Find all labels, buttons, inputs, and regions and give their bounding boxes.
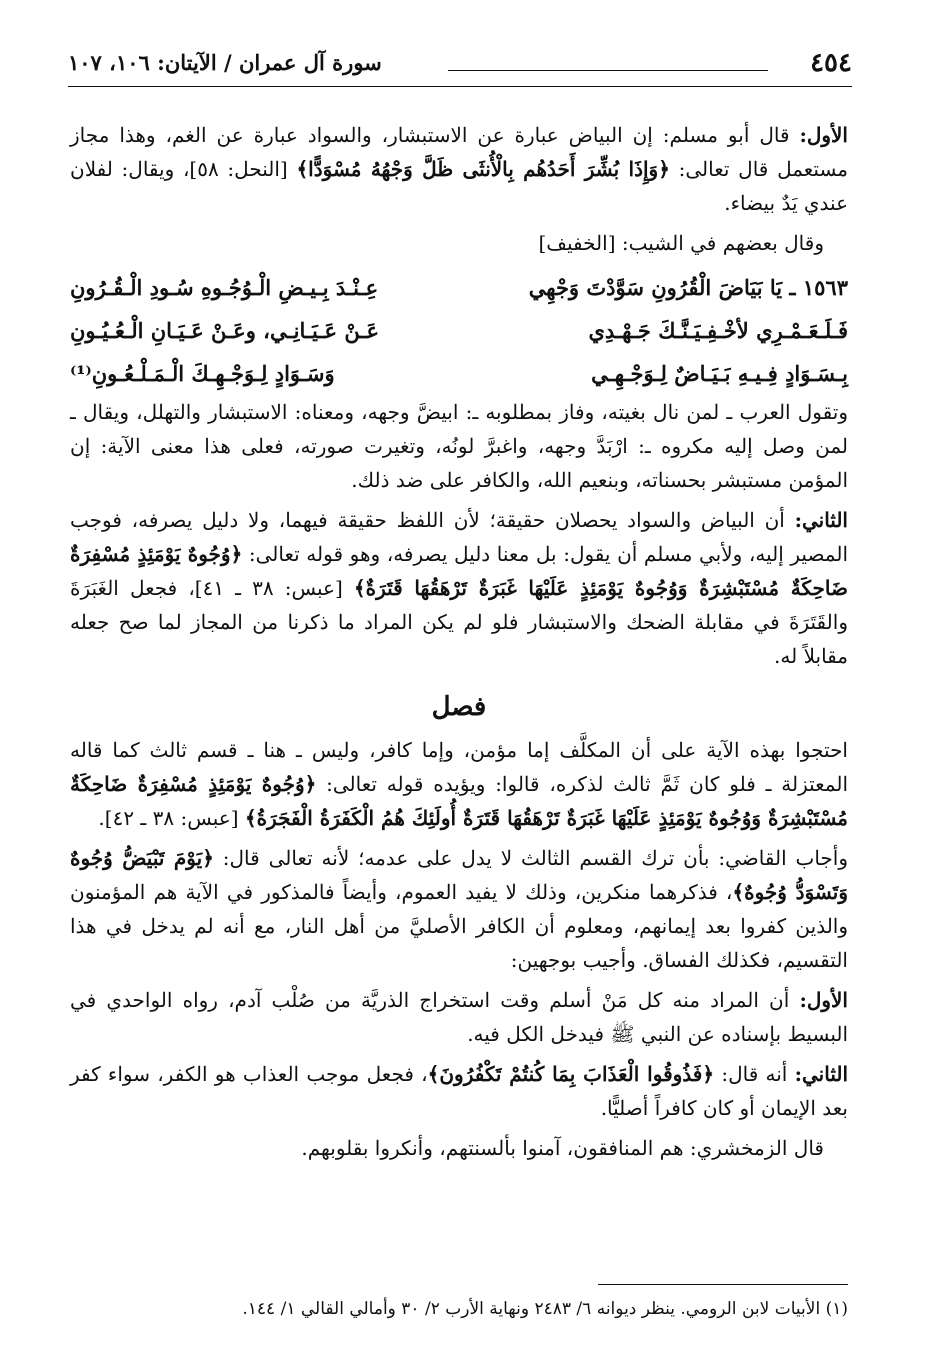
quran-quote: ﴿وَإِذَا بُشِّرَ أَحَدُهُم بِالْأُنثَى ظَلَّ وَجْهُهُ مُسْوَدًّا﴾: [296, 157, 670, 181]
paragraph-second-opinion: [70, 503, 848, 673]
poem-hemistich-second: عَـنْ عَـيَـانِـي، وعَـنْ عَـيَـانِ الْـعُـيُـونِ: [70, 318, 379, 343]
poem-intro: وقال بعضهم في الشيب: [الخفيف]: [538, 231, 824, 255]
poem-verse: [70, 352, 848, 395]
paragraph-text: ، فذكرهما منكرين، وذلك لا يفيد العموم، وأيضاً فالمذكور في الآية هم المؤمنون والذين كفروا بعد إيمانهم، ومعلوم أن الكافر الأصليَّ من أهل النار، مع أنه لم يدخل في هذا التقسيم، فكذلك الفساق. وأجيب بوجهين:: [70, 880, 848, 972]
poem-hemistich-second: وَسَـوَادٍ لِـوَجْـهِـكَ الْـمَـلْـعُـونِ⁽¹⁾: [70, 361, 335, 386]
quran-quote: ﴿فَذُوقُوا الْعَذَابَ بِمَا كُنتُمْ تَكْفُرُونَ﴾: [427, 1062, 715, 1086]
poem-verse: [70, 266, 848, 309]
paragraph-argument: [70, 733, 848, 835]
verse-reference: [عبس: ٣٨ ـ ٤١]، فجعل الغَبَرَةَ والقَتَرَةَ في مقابلة الضحك والاستبشار فلو لم يكن المراد ما ذكرنا من المجاز لما صح جعله مقابلاً له.: [70, 576, 848, 668]
paragraph-text: أن المراد منه كل مَنْ أسلم وقت استخراج الذريَّة من صُلْب آدم، رواه الواحدي في البسيط بإسناده عن النبي ﷺ فيدخل الكل فيه.: [70, 988, 848, 1046]
paragraph-first-answer: [70, 983, 848, 1051]
paragraph-text: احتجوا بهذه الآية على أن المكلَّف إما مؤمن، وإما كافر، وليس ـ هنا ـ قسم ثالث كما قاله المعتزلة ـ فلو كان ثَمَّ ثالث لذكره، قالوا: ويؤيده قوله تعالى:: [70, 738, 849, 796]
running-title: سورة آل عمران / الآيتان: ١٠٦، ١٠٧: [68, 50, 382, 75]
quran-quote: ﴿وُجُوهٌ يَوْمَئِذٍ مُسْفِرَةٌ ضَاحِكَةٌ مُسْتَبْشِرَةٌ وَوُجُوهٌ يَوْمَئِذٍ عَلَيْهَا غَبَرَةٌ تَرْهَقُهَا قَتَرَةٌ﴾: [70, 542, 848, 600]
poem-hemistich-first: بِـسَـوَادٍ فِـيـهِ بَـيَـاضٌ لِـوَجْـهِـي: [591, 361, 848, 386]
poem: [70, 266, 848, 395]
quran-quote: ﴿وُجُوهٌ يَوْمَئِذٍ مُسْفِرَةٌ ضَاحِكَةٌ مُسْتَبْشِرَةٌ وَوُجُوهٌ يَوْمَئِذٍ عَلَيْهَا غَبَرَةٌ تَرْهَقُهَا قَتَرَةٌ أُولَئِكَ هُمُ الْكَفَرَةُ الْفَجَرَةُ﴾: [70, 772, 848, 830]
paragraph-label: الأول:: [799, 123, 848, 147]
paragraph-text: ، فجعل موجب العذاب هو الكفر، سواء كفر بعد الإيمان أو كان كافراً أصليًّا.: [70, 1062, 848, 1120]
quran-quote: ﴿يَوْمَ تَبْيَضُّ وُجُوهٌ وَتَسْوَدُّ وُجُوهٌ﴾: [70, 846, 848, 904]
paragraph-zamakhshari: قال الزمخشري: هم المنافقون، آمنوا بألسنتهم، وأنكروا بقلوبهم.: [301, 1136, 824, 1160]
header-divider: [68, 86, 852, 87]
header-rule: [448, 70, 768, 71]
poem-verse: [70, 309, 848, 352]
paragraph-label: الثاني:: [794, 508, 848, 532]
paragraph-first-opinion: [70, 118, 848, 220]
paragraph-second-answer: [70, 1057, 848, 1125]
paragraph-label: الثاني:: [794, 1062, 849, 1086]
paragraph-qadi-response: [70, 841, 848, 977]
verse-reference: [النحل: ٥٨]، ويقال: لفلان عندي يَدٌ بيضاء.: [70, 157, 848, 215]
verse-reference: [عبس: ٣٨ ـ ٤٢].: [98, 806, 245, 830]
page-header: [68, 42, 852, 80]
main-text: [70, 118, 848, 1165]
paragraph-text: أن البياض والسواد يحصلان حقيقة؛ لأن اللفظ حقيقة فيهما، ولا دليل يصرفه، فوجب المصير إليه، ولأبي مسلم أن يقول: بل معنا دليل يصرفه، وهو قوله تعالى:: [70, 508, 849, 566]
paragraph-arab-usage: وتقول العرب ـ لمن نال بغيته، وفاز بمطلوبه ـ: ابيضَّ وجهه، ومعناه: الاستبشار والتهلل، ويقال ـ لمن وصل إليه مكروه ـ: ارْبَدَّ وجهه، واغبرَّ لونُه، وتغيرت صورته، فعلى هذا معنى الآية: إن المؤمن مستبشر بحسناته، وبنعيم الله، والكافر على ضد ذلك.: [70, 400, 848, 492]
paragraph-text: أنه قال:: [714, 1062, 795, 1086]
paragraph-text: وأجاب القاضي: بأن ترك القسم الثالث لا يدل على عدمه؛ لأنه تعالى قال:: [213, 846, 848, 870]
footnote: (١) الأبيات لابن الرومي. ينظر ديوانه ٦/ ٢٤٨٣ ونهاية الأرب ٢/ ٣٠ وأمالي القالي ١/ ١٤٤.: [242, 1299, 848, 1319]
paragraph-text: قال أبو مسلم: إن البياض عبارة عن الاستبشار، والسواد عبارة عن الغم، وهذا مجاز مستعمل قال تعالى:: [70, 123, 849, 181]
page-number: ٤٥٤: [810, 48, 852, 78]
poem-hemistich-first: فَـلَـعَـمْـرِي لأخْـفِـيَـنَّـكَ جَـهْـدِي: [588, 318, 848, 343]
poem-hemistich-second: عِـنْـدَ بِـيـضِ الْـوُجُـوهِ سُـودِ الْـقُـرُونِ: [70, 275, 379, 300]
section-title: فصل: [431, 692, 487, 722]
paragraph-label: الأول:: [799, 988, 848, 1012]
footnote-rule: [598, 1284, 848, 1285]
poem-hemistich-first: ١٥٦٣ ـ يَا بَيَاضَ الْقُرُونِ سَوَّدْتَ وَجْهِي: [528, 275, 848, 300]
